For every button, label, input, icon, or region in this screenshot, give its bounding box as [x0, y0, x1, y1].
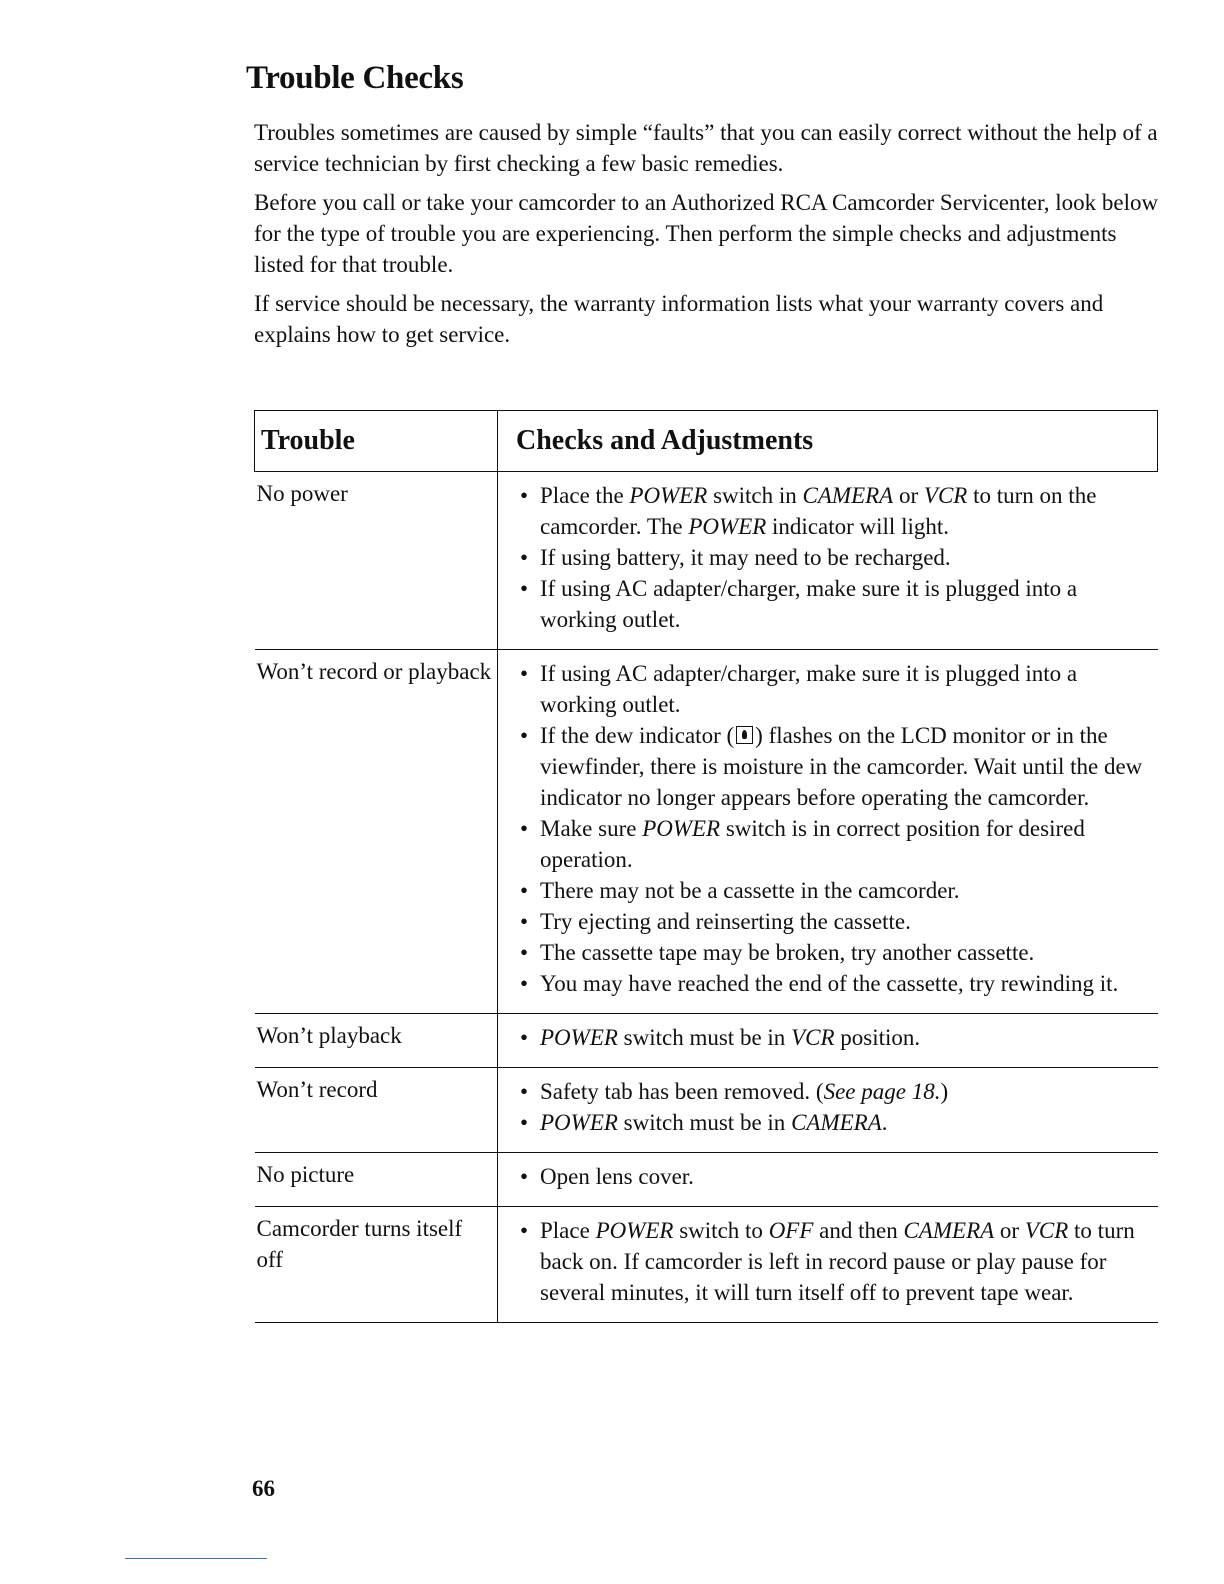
check-item: • Place the POWER switch in CAMERA or VCR to turn on the camcorder. The POWER indicator will light.: [518, 480, 1154, 542]
checks-cell: [498, 1153, 1158, 1207]
table-row: [255, 1014, 1158, 1068]
check-item: • You may have reached the end of the cassette, try rewinding it.: [518, 968, 1154, 999]
check-item: • If using battery, it may need to be recharged.: [518, 542, 1154, 573]
checks-cell: [498, 1207, 1158, 1323]
intro-paragraph: Troubles sometimes are caused by simple “faults” that you can easily correct without the help of a service technician by first checking a few basic remedies.: [254, 120, 1158, 176]
table-row: [255, 1153, 1158, 1207]
checks-cell: [498, 1014, 1158, 1068]
trouble-cell: No picture: [255, 1153, 498, 1207]
trouble-checks-table: [254, 410, 1158, 1323]
check-item: • If the dew indicator ( ) flashes on the LCD monitor or in the viewfinder, there is moisture in the camcorder. Wait until the dew indicator no longer appears before operating the camcorder.: [518, 720, 1154, 813]
check-item: • POWER switch must be in CAMERA.: [518, 1107, 1154, 1138]
check-item: • The cassette tape may be broken, try another cassette.: [518, 937, 1154, 968]
table-row: [255, 650, 1158, 1014]
checks-cell: [498, 650, 1158, 1014]
header-checks: Checks and Adjustments: [498, 411, 1158, 472]
check-item: • Open lens cover.: [518, 1161, 1154, 1192]
trouble-cell: Won’t record or playback: [255, 650, 498, 1014]
check-item: • If using AC adapter/charger, make sure it is plugged into a working outlet.: [518, 573, 1154, 635]
page-number: 66: [252, 1476, 275, 1501]
checks-cell: [498, 472, 1158, 650]
checks-cell: [498, 1068, 1158, 1153]
checks-list: [518, 1161, 1154, 1192]
check-item: • There may not be a cassette in the camcorder.: [518, 875, 1154, 906]
page-title: Trouble Checks: [246, 60, 464, 96]
trouble-cell: Won’t record: [255, 1068, 498, 1153]
check-item: • POWER switch must be in VCR position.: [518, 1022, 1154, 1053]
checks-list: [518, 1022, 1154, 1053]
divider: [125, 1558, 267, 1559]
checks-list: [518, 1215, 1154, 1308]
trouble-cell: No power: [255, 472, 498, 650]
table-row: [255, 1068, 1158, 1153]
intro-paragraph: If service should be necessary, the warranty information lists what your warranty covers and explains how to get service.: [254, 291, 1104, 347]
trouble-cell: Won’t playback: [255, 1014, 498, 1068]
checks-list: [518, 480, 1154, 635]
table-header-row: [255, 411, 1158, 472]
check-item: • Try ejecting and reinserting the cassette.: [518, 906, 1154, 937]
check-item: • Safety tab has been removed. (See page 18.): [518, 1076, 1154, 1107]
checks-list: [518, 658, 1154, 999]
check-item: • Make sure POWER switch is in correct position for desired operation.: [518, 813, 1154, 875]
intro-paragraph: Before you call or take your camcorder to an Authorized RCA Camcorder Servicenter, look below for the type of trouble you are experiencing. Then perform the simple checks and adjustments listed for that trouble.: [254, 190, 1159, 277]
intro-section: [254, 117, 1164, 358]
dew-indicator-icon: [736, 726, 753, 744]
table-row: [255, 472, 1158, 650]
check-item: • If using AC adapter/charger, make sure it is plugged into a working outlet.: [518, 658, 1154, 720]
header-trouble: Trouble: [255, 411, 498, 472]
table-row: [255, 1207, 1158, 1323]
checks-list: [518, 1076, 1154, 1138]
check-item: • Place POWER switch to OFF and then CAMERA or VCR to turn back on. If camcorder is left in record pause or play pause for several minutes, it will turn itself off to prevent tape wear.: [518, 1215, 1154, 1308]
trouble-cell: Camcorder turns itself off: [255, 1207, 498, 1323]
